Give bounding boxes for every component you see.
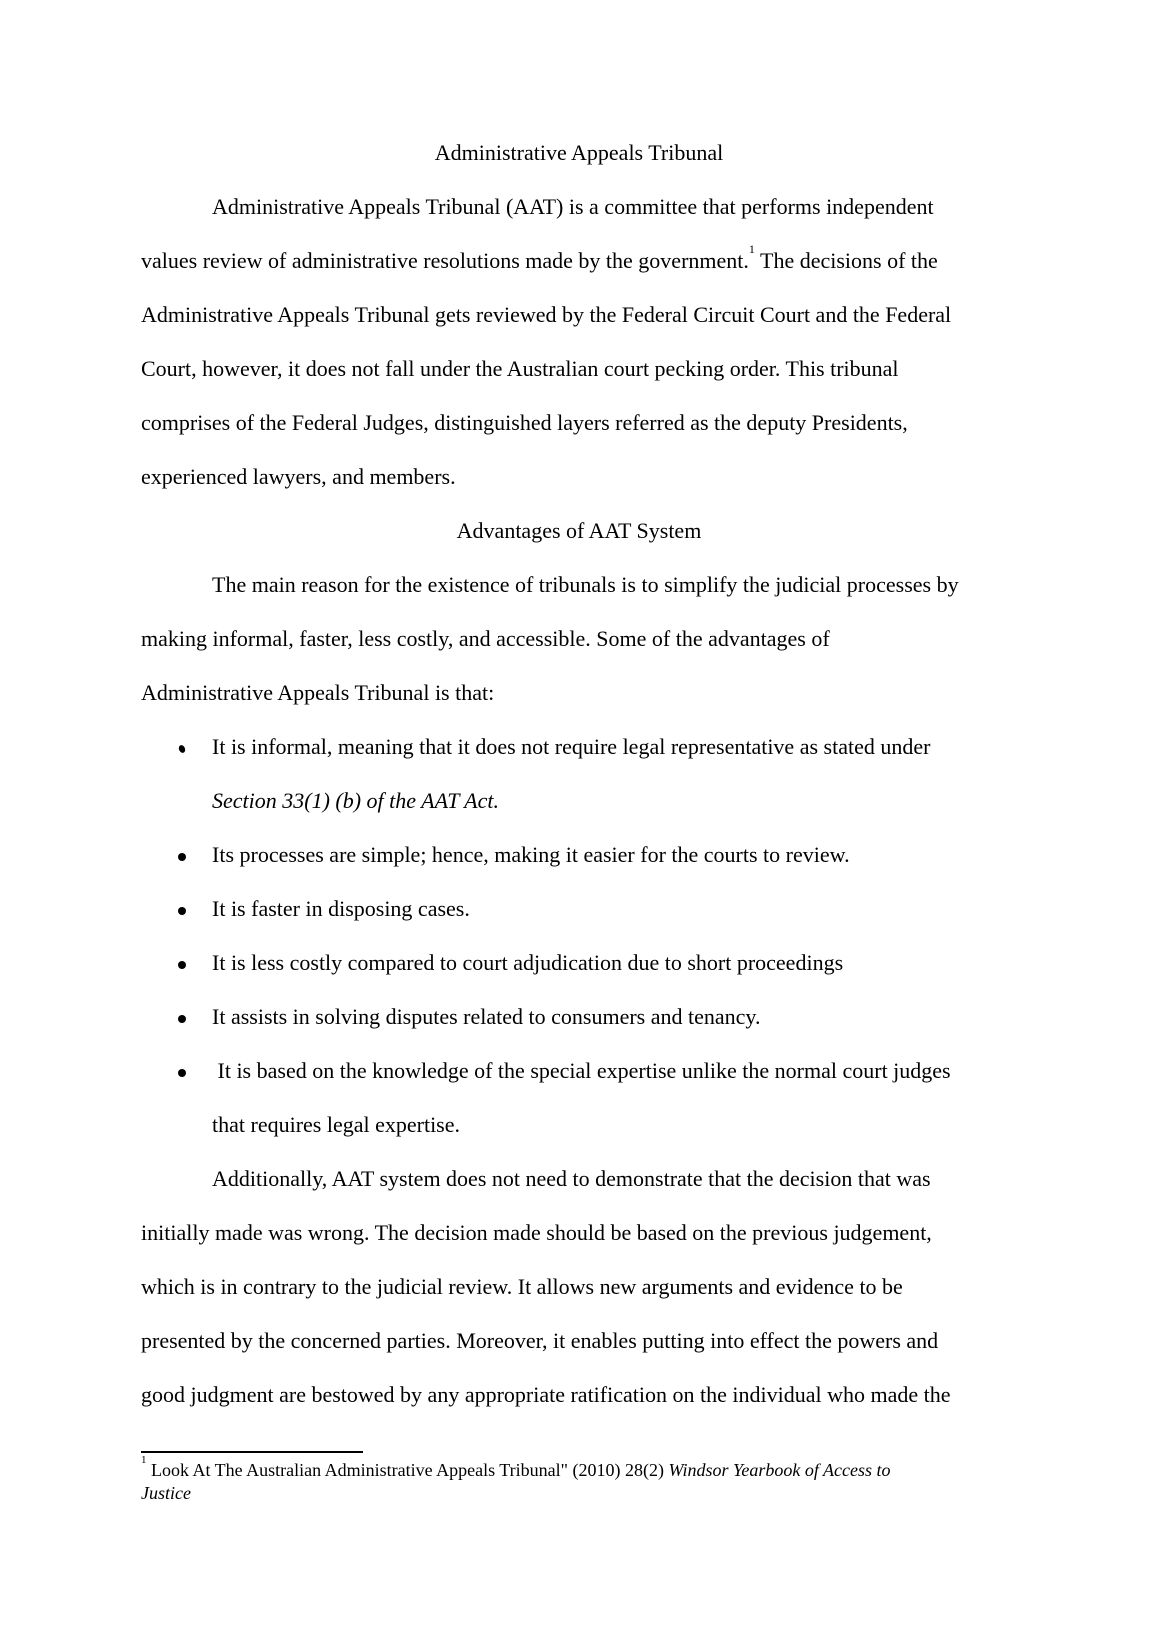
footnote-line-1: $^1$ Look At The Australian Administrative Appeals Tribunal" (2010) 28(2) Windsor Yearbook of Access to (141, 1454, 891, 1480)
advantages-line-2: making informal, faster, less costly, and accessible. Some of the advantages of (141, 626, 830, 651)
intro-line-5: comprises of the Federal Judges, distinguished layers referred as the deputy Presidents, (141, 410, 908, 435)
intro-line-3: Administrative Appeals Tribunal gets reviewed by the Federal Circuit Court and the Federal (141, 302, 952, 327)
bullet-dot (178, 961, 186, 969)
bullet-dot (178, 853, 186, 861)
bullet-item-1-line-1: It is informal, meaning that it does not require legal representative as stated under (212, 734, 931, 759)
bullet-item-1-line-2: Section 33(1) (b) of the AAT Act. (212, 788, 499, 813)
advantages-line-3: Administrative Appeals Tribunal is that: (141, 680, 495, 705)
bullet-dot (178, 1015, 186, 1023)
intro-line-4: Court, however, it does not fall under the Australian court pecking order. This tribunal (141, 356, 899, 381)
footnote-number: 1 (141, 1454, 147, 1466)
advantages-line-1: The main reason for the existence of tribunals is to simplify the judicial processes by (212, 572, 959, 597)
bullet-item-4: It is less costly compared to court adjudication due to short proceedings (212, 950, 844, 975)
bullet-dot (178, 1069, 186, 1077)
bullet-item-6-line-2: that requires legal expertise. (212, 1112, 461, 1137)
bullet-item-2: Its processes are simple; hence, making it easier for the courts to review. (212, 842, 850, 867)
bullet-item-3: It is faster in disposing cases. (212, 896, 470, 921)
page-title: Administrative Appeals Tribunal (434, 140, 724, 165)
intro-line-1: Administrative Appeals Tribunal (AAT) is a committee that performs independent (212, 194, 934, 219)
footnote-line-2: Justice (141, 1483, 191, 1503)
closing-line-5: good judgment are bestowed by any appropriate ratification on the individual who made the (141, 1382, 951, 1407)
bullet-item-6-line-1: It is based on the knowledge of the special expertise unlike the normal court judges (212, 1058, 951, 1083)
closing-line-1: Additionally, AAT system does not need to demonstrate that the decision that was (212, 1166, 931, 1191)
bullet-item-5: It assists in solving disputes related to consumers and tenancy. (212, 1004, 761, 1029)
footnote-separator (141, 1451, 363, 1453)
bullet-dot (178, 907, 186, 915)
intro-line-2: values review of administrative resolutions made by the government.$^1$ The decisions of the (141, 242, 938, 273)
closing-line-3: which is in contrary to the judicial review. It allows new arguments and evidence to be (141, 1274, 903, 1299)
intro-line-6: experienced lawyers, and members. (141, 464, 456, 489)
section-heading: Advantages of AAT System (456, 518, 702, 543)
closing-line-4: presented by the concerned parties. Moreover, it enables putting into effect the powers and (141, 1328, 939, 1353)
bullet-dot (178, 744, 187, 754)
closing-line-2: initially made was wrong. The decision made should be based on the previous judgement, (141, 1220, 932, 1245)
footnote-reference[interactable]: 1 (748, 242, 755, 256)
